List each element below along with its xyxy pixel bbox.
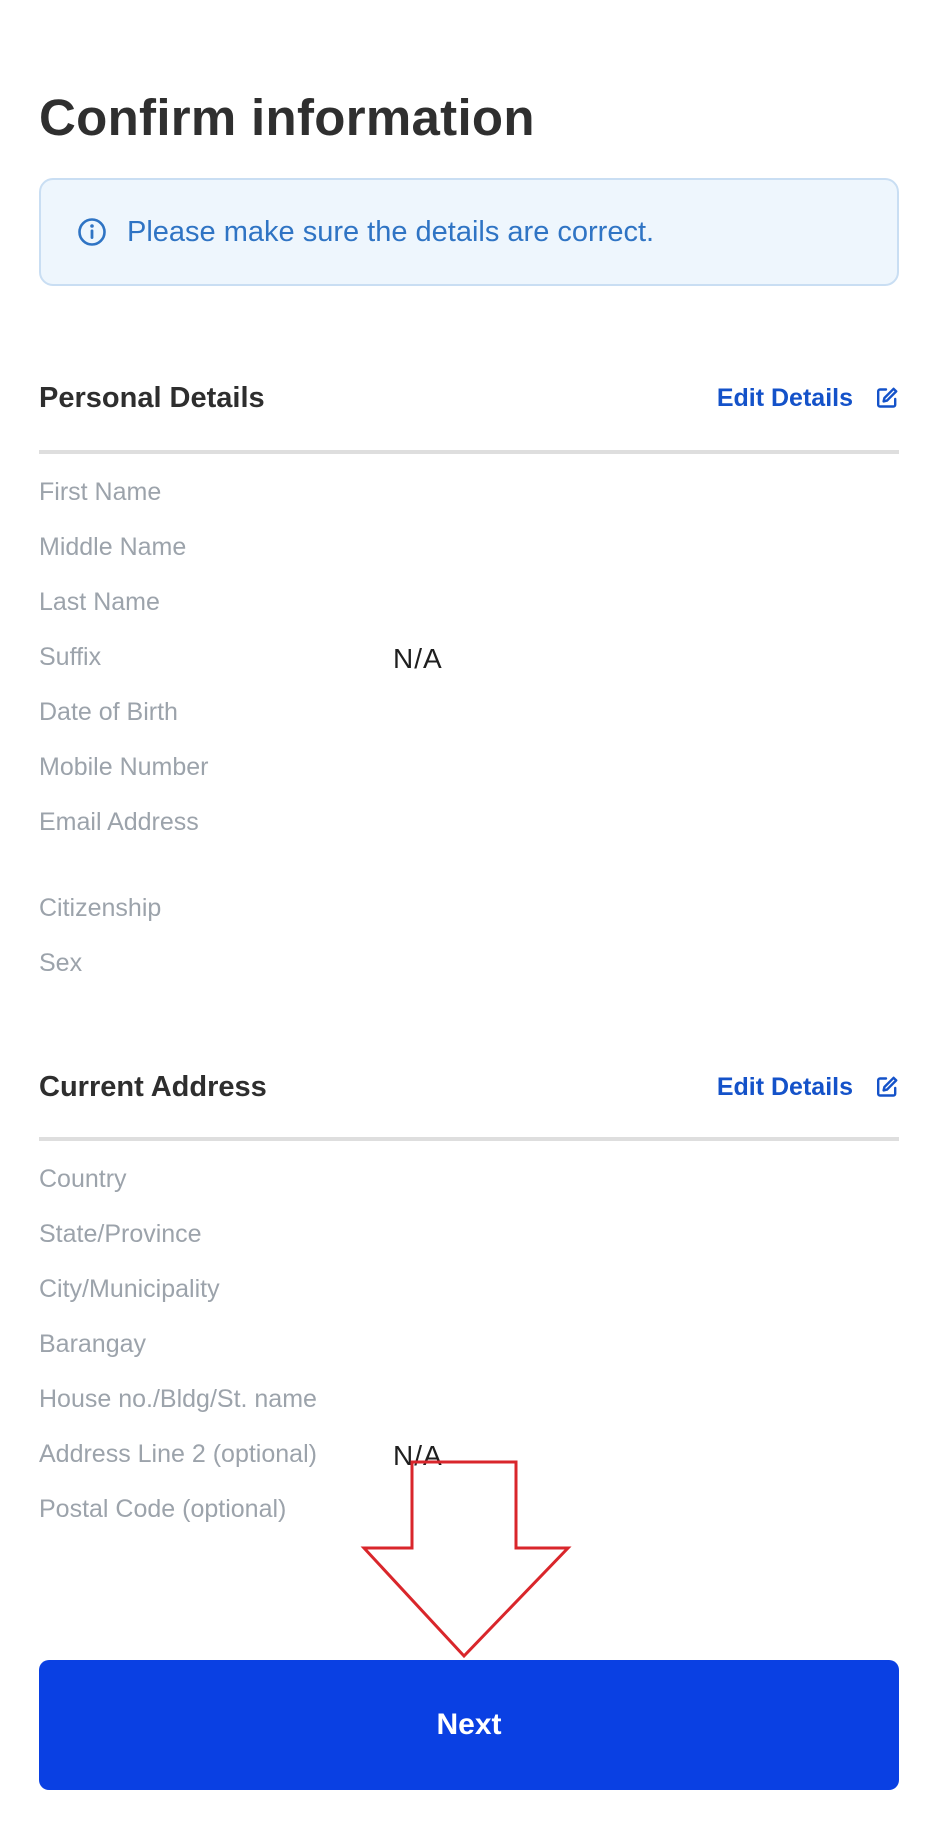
info-banner: [39, 178, 899, 286]
edit-personal-details-label: Edit Details: [716, 383, 853, 412]
last-name-row: [39, 585, 899, 640]
current-address-header: [39, 1065, 899, 1109]
down-arrow-outline-icon: [360, 1460, 572, 1660]
address-line-2-label: Address Line 2 (optional): [39, 1440, 317, 1468]
state-province-label: State/Province: [39, 1220, 202, 1248]
personal-details-title: Personal Details: [39, 381, 265, 414]
house-street-label: House no./Bldg/St. name: [39, 1385, 317, 1413]
edit-current-address-label: Edit Details: [716, 1072, 853, 1101]
current-address-title: Current Address: [39, 1070, 267, 1103]
middle-name-row: [39, 530, 899, 585]
date-of-birth-label: Date of Birth: [39, 698, 178, 726]
suffix-label: Suffix: [39, 643, 102, 671]
suffix-row: [39, 640, 899, 695]
sex-row: [39, 946, 899, 1001]
mobile-number-row: [39, 750, 899, 805]
suffix-value: N/A: [393, 643, 443, 674]
edit-current-address-button[interactable]: [717, 1073, 899, 1102]
date-of-birth-row: [39, 695, 899, 750]
middle-name-label: Middle Name: [39, 533, 187, 561]
last-name-label: Last Name: [39, 588, 160, 616]
edit-square-icon: [875, 386, 899, 410]
citizenship-label: Citizenship: [39, 894, 162, 922]
citizenship-row: [39, 891, 899, 946]
postal-code-label: Postal Code (optional): [39, 1495, 287, 1523]
country-row: [39, 1162, 899, 1217]
city-municipality-label: City/Municipality: [39, 1275, 220, 1303]
current-address-divider: [39, 1137, 899, 1141]
info-circle-icon: [77, 217, 107, 247]
barangay-row: [39, 1327, 899, 1382]
personal-details-list: [39, 475, 899, 1001]
page-title: Confirm information: [39, 89, 535, 146]
email-address-row: [39, 805, 899, 891]
sex-label: Sex: [39, 949, 83, 977]
mobile-number-label: Mobile Number: [39, 753, 209, 781]
city-municipality-row: [39, 1272, 899, 1327]
first-name-label: First Name: [39, 478, 162, 506]
info-banner-text: Please make sure the details are correct.: [127, 215, 655, 248]
edit-square-icon: [875, 1075, 899, 1099]
address-line-2-value: N/A: [393, 1440, 443, 1471]
first-name-row: [39, 475, 899, 530]
next-button[interactable]: Next: [39, 1660, 899, 1790]
personal-details-divider: [39, 450, 899, 454]
personal-details-header: [39, 376, 899, 420]
barangay-label: Barangay: [39, 1330, 147, 1358]
email-address-label: Email Address: [39, 808, 199, 836]
state-province-row: [39, 1217, 899, 1272]
edit-personal-details-button[interactable]: [717, 384, 899, 413]
country-label: Country: [39, 1165, 127, 1193]
house-street-row: [39, 1382, 899, 1437]
